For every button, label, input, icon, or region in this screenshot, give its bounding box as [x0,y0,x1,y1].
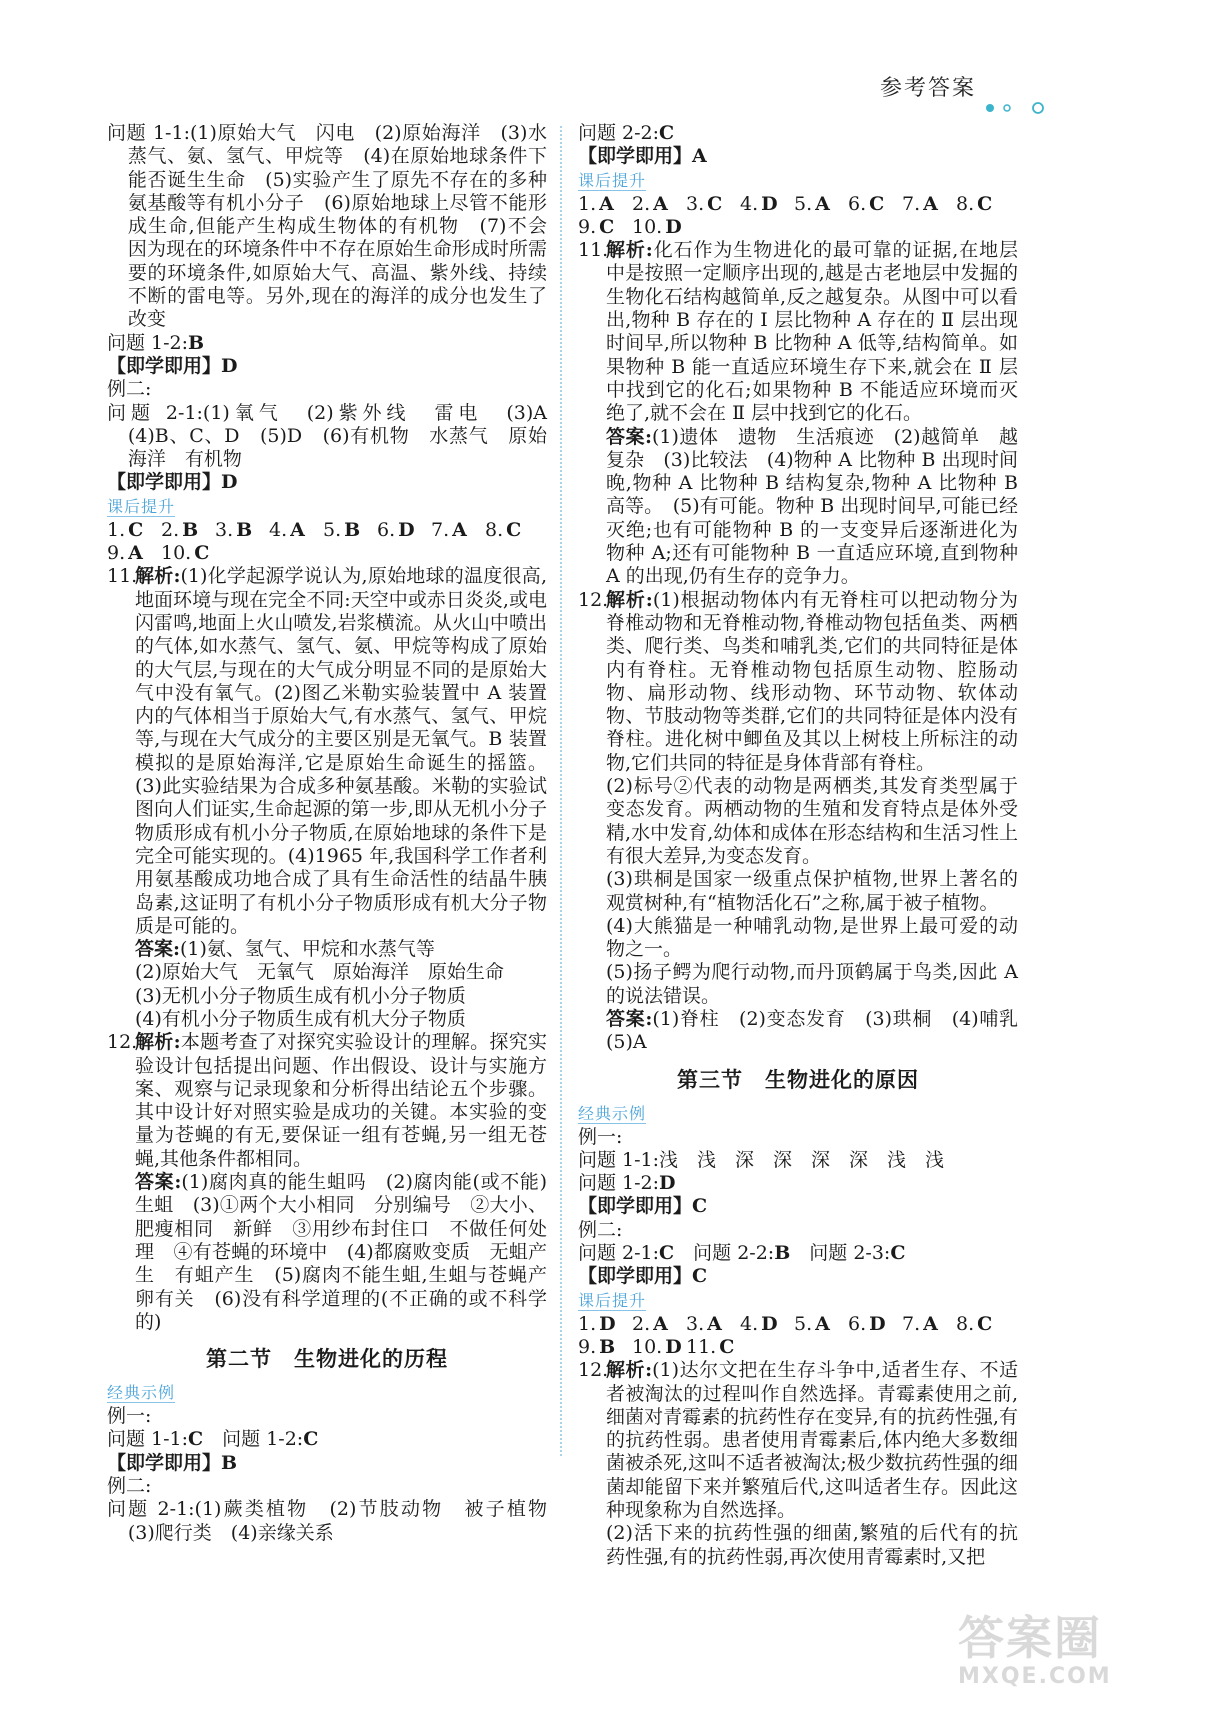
choice-answer [686,193,740,216]
answer-letter: B [188,331,205,354]
choice-answer [632,193,686,216]
question-number: 8. [485,518,504,541]
question-label: 问题 1-2: [107,331,189,354]
analysis-label: 解析: [606,588,653,611]
section-tag: 课后提升 [578,170,647,190]
question-pair [107,1428,547,1451]
answer-label: 答案: [606,425,652,448]
answer-letter: A [599,192,614,215]
column-divider [560,126,562,1456]
answer-item-12 [578,588,1038,1055]
choice-answer [794,1313,848,1336]
answer-letter: D [761,1312,778,1335]
analysis-paragraph: (4)大熊猫是一种哺乳动物,是世界上最可爱的动物之一。 [606,914,1018,961]
answer-letter: A [653,192,668,215]
question-label: 问题 1-1: [107,1428,189,1451]
answer-line: (4)有机小分子物质生成有机大分子物质 [135,1007,466,1030]
answer-letter: D [398,518,415,541]
question-number: 8. [956,192,975,215]
answer-letter: C [659,122,675,144]
choice-answer [269,519,323,542]
answer-letter: A [923,1312,938,1335]
example-label: 例二: [107,1475,152,1498]
question-number: 3. [215,518,234,541]
choice-answers-row [578,193,1018,216]
item-number: 12. [578,1359,609,1382]
question-label: 问题 2-2: [693,1242,775,1265]
choice-answer [632,216,686,239]
analysis-text: (1)根据动物体内有无脊柱可以把动物分为脊椎动物和无脊椎动物,脊椎动物包括鱼类、两栖类、爬行类、鸟类和哺乳类,它们的共同特征是体内有脊柱。无脊椎动物包括原生动物、腔肠动物、扁形动物、线形动物、环节动物、软体动物、节肢动物等类群,它们的共同特征是体内没有脊柱。进化树中鲫鱼及其以上树枝上所标注的动物,它们共同的特征是身体背部有脊柱。 [606,588,1018,774]
question-label: 问题 2-3: [809,1242,891,1265]
answer-letter: D [659,1172,676,1195]
answer-letter: C [506,518,522,541]
choice-answer [740,193,794,216]
analysis-text: 本题考查了对探究实验设计的理解。探究实验设计包括提出问题、作出假设、设计与实施方案、观察与记录现象和分析得出结论五个步骤。其中设计好对照实验是成功的关键。本实验的变量为苍蝇的有无,要保证一组有苍蝇,另一组无苍蝇,其他条件都相同。 [135,1031,547,1170]
analysis-label: 解析: [606,1359,653,1382]
choice-answer [902,193,956,216]
question-number: 10. [632,1335,663,1358]
item-number: 11. [107,565,138,588]
answer-label: 答案: [606,1007,653,1030]
answer-letter: C [707,192,723,215]
answer-letter: B [344,518,361,541]
choice-answers-row [578,1336,1018,1359]
choice-answer [794,193,848,216]
question-group [578,1242,1018,1265]
example-label: 例二: [578,1218,623,1241]
answer-text: (1)腐肉真的能生蛆吗 (2)腐肉能(或不能)生蛆 (3)①两个大小相同 分别编号 ②大小、肥瘦相同 新鲜 ③用纱布封住口 不做任何处理 ④有苍蝇的环境中 (4)都腐败变质 无蛆产生 有蛆产生 (5)腐肉不能生蛆,生蛆与苍蝇产卵有关 (6)没有科学道理的(不正确的或不科学的) [135,1171,548,1333]
question-number: 5. [323,518,342,541]
question-number: 10. [632,215,663,238]
section-tag: 课后提升 [107,496,176,516]
question-number: 6. [848,1312,867,1335]
choice-answer [578,193,632,216]
answer-letter: B [599,1335,616,1358]
answer-letter: A [290,518,305,541]
analysis-paragraph: (3)珙桐是国家一级重点保护植物,世界上著名的观赏树种,有“植物活化石”之称,属于被子植物。 [606,868,1018,914]
question-2-2 [578,122,1018,145]
left-column [107,122,567,1545]
question-number: 8. [956,1312,975,1335]
answer-text: (1)脊柱 (2)变态发育 (3)珙桐 (4)哺乳 (5)A [606,1007,1038,1054]
choice-answer [956,1313,1010,1336]
question-number: 4. [740,192,759,215]
watermark-site: MXQE.COM [958,1664,1112,1689]
answer-letter: B [182,518,199,541]
item-number: 11. [578,239,609,262]
choice-answers-row [578,216,1018,239]
question-1-2 [107,332,547,355]
watermark-logo-text: 答案圈 [958,1611,1102,1665]
answer-letter: C [128,518,144,541]
choice-answer [632,1336,686,1359]
section-title: 第二节 生物进化的历程 [206,1346,448,1372]
answer-letter: A [923,192,938,215]
example-label: 例二: [107,378,152,401]
answer-letter: C [977,192,993,215]
question-number: 2. [632,1312,651,1335]
answer-letter: B [774,1242,791,1265]
question-number: 9. [578,215,597,238]
section-title: 第三节 生物进化的原因 [677,1066,919,1092]
answer-item-11 [107,565,547,1031]
choice-answer [215,519,269,542]
answer-letter: A [707,1312,722,1335]
apply-answer: 【即学即用】B [107,1451,238,1474]
section-tag: 课后提升 [578,1290,647,1310]
analysis-paragraph: (2)标号②代表的动物是两栖类,其发育类型属于变态发育。两栖动物的生殖和发育特点是体外受精,水中发育,幼体和成体在形态结构和生活习性上有很大差异,为变态发育。 [606,775,1018,867]
header-decoration-line [640,96,1050,118]
choice-answer [161,542,215,565]
item-number: 12. [107,1031,138,1054]
question-number: 5. [794,1312,813,1335]
choice-answer [323,519,377,542]
question-number: 1. [107,518,126,541]
answer-letter: C [977,1312,993,1335]
apply-answer: 【即学即用】D [107,354,238,377]
answer-line: (2)原始大气 无氧气 原始海洋 原始生命 [135,961,504,984]
choice-answer [485,519,539,542]
answer-letter: A [815,192,830,215]
question-number: 7. [902,192,921,215]
choice-answer [431,519,485,542]
answer-letter: C [890,1242,906,1265]
answer-item-12 [578,1359,1018,1569]
answer-item-12 [107,1031,547,1334]
question-label: 问题 1-2: [222,1428,304,1451]
question-1-1: 问题 1-1:(1)原始大气 闪电 (2)原始海洋 (3)水蒸气、氨、氢气、甲烷等 (4)在原始地球条件下能否诞生生命 (5)实验产生了原先不存在的多种氨基酸等有机小分子 (6)原始地球上尽管不能形成生命,但能产生构成生物体的有机物 (7)不会 因为现在的环境条件中不存在原始生命形成时所需要的环境条件,如原始大气、高温、紫外线、持续不断的雷电等。另外,现在的海洋的成分也发生了改变 [107,122,567,331]
choice-answer [578,1336,632,1359]
question-number: 1. [578,1312,597,1335]
answer-line: (1)氨、氢气、甲烷和水蒸气等 [180,938,435,961]
answer-letter: C [194,542,210,565]
answer-letter: A [815,1312,830,1335]
answer-text: (1)遗体 遗物 生活痕迹 (2)越简单 越复杂 (3)比较法 (4)物种 A 比物种 B 出现时间晚,物种 A 比物种 B 结构复杂,物种 A 比物种 B 高等。 (5)有可能。物种 B 出现时间早,可能已经灭绝;也有可能物种 B 的一支变异后逐渐进化为物种 A;还有可能物种 B 一直适应环境,直到物种 A 的出现,仍有生存的竞争力。 [606,425,1019,588]
question-label: 问题 1-2: [578,1172,660,1195]
choice-answer [686,1336,740,1359]
choice-answer [740,1313,794,1336]
choice-answers-row [107,542,547,565]
analysis-label: 解析: [606,239,653,262]
answer-letter: C [869,192,885,215]
question-number: 6. [377,518,396,541]
question-1-2 [578,1172,1018,1195]
question-number: 3. [686,1312,705,1335]
analysis-text: (1)达尔文把在生存斗争中,适者生存、不适者被淘汰的过程叫作自然选择。青霉素使用之前,细菌对青霉素的抗药性存在变异,有的抗药性强,有的抗药性弱。患者使用青霉素后,体内绝大多数细菌被杀死,这叫不适者被淘汰;极少数抗药性强的细菌却能留下来并繁殖后代,这叫适者生存。因此这种现象称为自然选择。 [606,1359,1018,1522]
analysis-paragraph: (5)扬子鳄为爬行动物,而丹顶鹤属于鸟类,因此 A 的说法错误。 [606,961,1018,1007]
answer-letter: D [665,215,682,238]
answer-letter: C [719,1335,735,1358]
question-number: 7. [902,1312,921,1335]
choice-answer [848,193,902,216]
answer-letter: C [659,1242,675,1265]
answer-letter: C [303,1428,319,1451]
apply-answer: 【即学即用】C [578,1265,708,1288]
analysis-label: 解析: [135,565,181,588]
apply-answer: 【即学即用】A [578,145,707,168]
answer-line: (3)无机小分子物质生成有机小分子物质 [135,984,466,1007]
answer-letter: C [599,215,615,238]
section-tag: 经典示例 [107,1383,176,1403]
choice-answer [107,519,161,542]
question-number: 7. [431,518,450,541]
example-label: 例一: [107,1405,152,1428]
answer-letter: A [653,1312,668,1335]
apply-answer: 【即学即用】D [107,471,238,494]
answer-letter: D [665,1335,682,1358]
analysis-text: (1)化学起源学说认为,原始地球的温度很高,地面环境与现在完全不同:天空中或赤日炎炎,或电闪雷鸣,地面上火山喷发,岩浆横流。从火山中喷出的气体,如水蒸气、氢气、氨、甲烷等构成了原始的大气层,与现在的大气成分明显不同的是原始大气中没有氧气。(2)图乙米勒实验装置中 A 装置内的气体相当于原始大气,有水蒸气、氢气、甲烷等,与现在大气成分的主要区别是无氧气。B 装置模拟的是原始海洋,它是原始生命诞生的摇篮。(3)此实验结果为合成多种氨基酸。米勒的实验试图向人们证实,生命起源的第一步,即从无机小分子物质形成有机小分子物质,在原始地球的条件下是完全可能实现的。(4)1965 年,我国科学工作者利用氨基酸成功地合成了具有生命活性的结晶牛胰岛素,这证明了有机小分子物质形成有机大分子物质是可能的。 [135,565,548,937]
question-number: 4. [740,1312,759,1335]
question-2-1: 问题 2-1:(1)氧气 (2)紫外线 雷电 (3)A (4)B、C、D (5)D (6)有机物 水蒸气 原始海洋 有机物 [107,401,567,471]
question-number: 2. [632,192,651,215]
question-2-1: 问题 2-1:(1)蕨类植物 (2)节肢动物 被子植物 (3)爬行类 (4)亲缘关系 [107,1498,567,1544]
item-number: 12. [578,588,609,611]
answer-letter: C [188,1428,204,1451]
answer-item-11 [578,239,1018,588]
watermark-logo [958,1612,1158,1690]
question-number: 9. [107,542,126,565]
choice-answer [848,1313,902,1336]
choice-answer [686,1313,740,1336]
choice-answer [578,216,632,239]
choice-answer [161,519,215,542]
question-number: 9. [578,1335,597,1358]
question-label: 问题 2-1: [578,1242,660,1265]
answer-label: 答案: [135,938,181,961]
question-number: 5. [794,192,813,215]
choice-answers-row [578,1313,1018,1336]
question-number: 10. [161,542,192,565]
question-number: 6. [848,192,867,215]
analysis-text: 化石作为生物进化的最可靠的证据,在地层中是按照一定顺序出现的,越是古老地层中发掘的生物化石结构越简单,反之越复杂。从图中可以看出,物种 B 存在的 Ⅰ 层比物种 A 存在的 Ⅱ 层出现时间早,所以物种 B 比物种 A 低等,结构简单。如果物种 B 能一直适应环境生存下来,就会在 Ⅱ 层中找到它的化石;如果物种 B 不能适应环境而灭绝了,就不会在 Ⅱ 层中找到它的化石。 [606,239,1019,425]
choice-answer [902,1313,956,1336]
choice-answer [377,519,431,542]
answer-letter: A [452,518,467,541]
choice-answer [956,193,1010,216]
question-number: 3. [686,192,705,215]
apply-answer: 【即学即用】C [578,1195,708,1218]
question-number: 1. [578,192,597,215]
question-label: 问题 2-2: [578,122,660,144]
question-1-1: 问题 1-1:浅 浅 深 深 深 深 浅 浅 [578,1148,945,1171]
answer-letter: D [761,192,778,215]
analysis-label: 解析: [135,1031,181,1054]
page-header-title: 参考答案 [880,76,977,101]
choice-answers-row [107,519,547,542]
right-column [578,122,1038,1569]
question-number: 4. [269,518,288,541]
answer-label: 答案: [135,1171,182,1194]
answer-letter: A [128,542,143,565]
answer-letter: B [236,518,253,541]
choice-answer [107,542,161,565]
question-number: 2. [161,518,180,541]
section-tag: 经典示例 [578,1103,647,1123]
answer-letter: D [599,1312,616,1335]
choice-answer [578,1313,632,1336]
analysis-paragraph: (2)活下来的抗药性强的细菌,繁殖的后代有的抗药性强,有的抗药性弱,再次使用青霉素时,又把 [606,1522,1018,1568]
choice-answer [632,1313,686,1336]
question-number: 11. [686,1335,717,1358]
example-label: 例一: [578,1125,623,1148]
answer-letter: D [869,1312,886,1335]
